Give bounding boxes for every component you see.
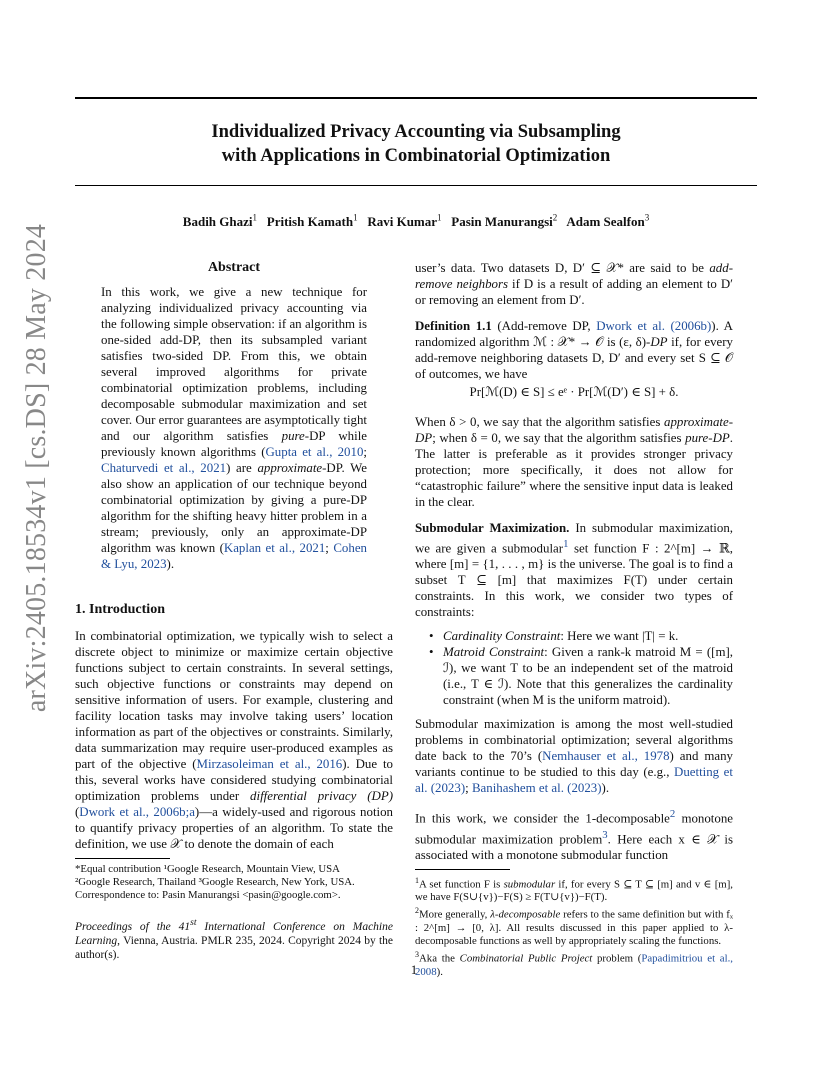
title-line-2: with Applications in Combinatorial Optimization — [221, 146, 611, 166]
author-list — [75, 214, 757, 230]
history-paragraph: Submodular maximization is among the most well-studied problems in combinatorial optimization; several algorithms date back to the 70’s (Nemhauser et al., 1978) and many variants continue to be studied to this day (e.g., Duetting et al. (2023); Banihashem et al. (2023)). — [415, 717, 733, 796]
affiliation-mark: 1 — [252, 212, 258, 223]
intro-paragraph: In combinatorial optimization, we typically wish to select a discrete object to minimize or maximize certain objective functions subject to certain constraints. In several settings, such objective functions or constraints may depend on sensitive information of users. For example, clustering and facility location tasks may involve taking users’ location information as part of the objectives or constraints. Similarly, data summarization may require user-produced examples as part of the objective (Mirzasoleiman et al., 2016). Due to this, several works have considered studying combinatorial optimization problems under differential privacy (DP) (Dwork et al., 2006b;a)—a widely-used and rigorous notion to quantify privacy properties of an algorithm. To state the definition, we use 𝒳 to denote the domain of each — [75, 629, 393, 851]
citation-link[interactable]: Kaplan et al., 2021 — [223, 541, 326, 555]
footnote-rule — [75, 858, 170, 859]
citation-link[interactable]: Chaturvedi et al., 2021 — [101, 461, 227, 475]
citation-link[interactable]: Gupta et al., 2010 — [265, 445, 364, 459]
affiliation-mark: 2 — [552, 212, 558, 223]
footnote-rule — [415, 869, 510, 870]
constraint-list — [415, 628, 733, 708]
footnote-1: $^1$A set function F is submodular if, for every S ⊆ T ⊆ [m] and v ∈ [m], we have F(S∪{v})−F(S) ≥ F(T∪{v})−F(T). — [415, 875, 733, 904]
list-item: • Cardinality Constraint: Here we want |T| = k. — [415, 628, 733, 644]
citation-link[interactable]: Duetting et al. (2023) — [415, 765, 733, 796]
affiliation-mark: 1 — [353, 212, 358, 223]
top-rule — [75, 97, 757, 99]
citation-link[interactable]: Dwork et al., 2006b;a — [79, 805, 195, 819]
abstract-text: In this work, we give a new technique for analyzing individualized privacy accounting via the following simple observation: if an algorithm is one-sided add-DP, then its subsampled variant satisfies two-sided DP. From this, we obtain several improved algorithms for private combinatorial optimization problems, including decomposable submodular maximization and set cover. Our error guarantees are asymptotically tight and our algorithm satisfies pure-DP while previously known algorithms (Gupta et al., 2010; Chaturvedi et al., 2021) are approximate-DP. We also show an application of our technique beyond combinatorial optimization by giving a pure-DP algorithm for the shifting heavy hitter problem in a stream; previously, only an approximate-DP algorithm was known (Kaplan et al., 2021; Cohen & Lyu, 2023). — [101, 285, 368, 571]
arxiv-identifier: arXiv:2405.18534v1 [cs.DS] 28 May 2024 — [21, 223, 52, 712]
dp-types-paragraph: When δ > 0, we say that the algorithm satisfies approximate-DP; when δ = 0, we say that the algorithm satisfies pure-DP. The latter is preferable as it provides stronger privacy protection; more specifically, it does not allow for “catastrophic failure” where the sensitive input data is leaked in the clear. — [415, 415, 733, 509]
submodular-paragraph: Submodular Maximization. In submodular maximization, we are given a submodular$^1$ set function F : 2^[m] → ℝ, where [m] = {1, . . . , m} is the universe. The goal is to find a subset T ⊆ [m] that maximizes F(T) under certain constraints. In this work, we consider two types of constraints: — [415, 521, 733, 620]
abstract-heading: Abstract — [207, 260, 261, 275]
page-number: 1 — [410, 962, 418, 977]
footnote-3: $^3$Aka the Combinatorial Public Project problem (Papadimitriou et al., 2008). — [415, 950, 733, 978]
footnote-2: $^2$More generally, λ-decomposable refers to the same definition but with fₓ : 2^[m] → [0, λ]. All results discussed in this paper applied to λ-decomposable functions as well by appropriately scaling the functions. — [415, 906, 734, 948]
author-name: Pritish Kamath — [266, 214, 354, 229]
paper-title — [75, 120, 757, 168]
citation-link[interactable]: Cohen & Lyu, 2023 — [101, 541, 367, 571]
title-line-1: Individualized Privacy Accounting via Subsampling — [211, 122, 621, 142]
author-name: Ravi Kumar — [367, 214, 438, 229]
footnote-mark[interactable]: 1 — [563, 538, 569, 550]
title-bottom-rule — [75, 185, 757, 186]
proceedings-note: Proceedings of the 41st International Conference on Machine Learning, Vienna, Austria. PMLR 235, 2024. Copyright 2024 by the author(s). — [75, 917, 393, 961]
affiliation-mark: 1 — [437, 212, 442, 223]
footnote-mark[interactable]: 2 — [669, 808, 676, 821]
citation-link[interactable]: Banihashem et al. (2023) — [471, 781, 602, 796]
left-column — [75, 260, 393, 962]
problem-paragraph: In this work, we consider the 1-decomposable$^2$ monotone submodular maximization problem$^3$. Here each x ∈ 𝒳 is associated with a monotone submodular function — [415, 808, 734, 862]
author-name: Adam Sealfon — [566, 214, 645, 229]
footnote-mark[interactable]: 3 — [602, 828, 608, 841]
neighbors-paragraph: user’s data. Two datasets D, D′ ⊆ 𝒳* are said to be add-remove neighbors if D is a result of adding an element to D′ or removing an element from D′. — [415, 261, 733, 307]
citation-link[interactable]: Nemhauser et al., 1978 — [542, 749, 670, 764]
arxiv-stamp — [21, 223, 52, 712]
section-heading-introduction: 1. Introduction — [75, 602, 165, 617]
affiliation-footnote: *Equal contribution ¹Google Research, Mountain View, USA ²Google Research, Thailand ³Google Research, New York, USA. Correspondence to: Pasin Manurangsi <pasin@google.com>. — [75, 863, 355, 901]
citation-link[interactable]: Dwork et al. (2006b) — [596, 319, 712, 333]
affiliation-mark: 3 — [644, 212, 650, 223]
definition-1-1: Definition 1.1 (Add-remove DP, Dwork et al. (2006b)). A randomized algorithm ℳ : 𝒳* → 𝒪 is (ε, δ)-DP if, for every add-remove neighboring datasets D, D′ and every set S ⊆ 𝒪 of outcomes, we have — [415, 319, 733, 381]
author-name: Badih Ghazi — [182, 214, 253, 229]
citation-link[interactable]: Papadimitriou et al., 2008 — [415, 952, 733, 978]
right-column — [415, 260, 733, 979]
list-item: • Matroid Constraint: Given a rank-k matroid M = ([m], ℐ), we want T to be an independent set of the matroid (i.e., T ∈ ℐ). Note that this generalizes the cardinality constraint (when M is the uniform matroid). — [415, 644, 733, 708]
author-name: Pasin Manurangsi — [451, 214, 553, 229]
citation-link[interactable]: Mirzasoleiman et al., 2016 — [196, 757, 343, 771]
dp-equation: Pr[ℳ(D) ∈ S] ≤ eᵉ · Pr[ℳ(D′) ∈ S] + δ. — [469, 385, 679, 399]
